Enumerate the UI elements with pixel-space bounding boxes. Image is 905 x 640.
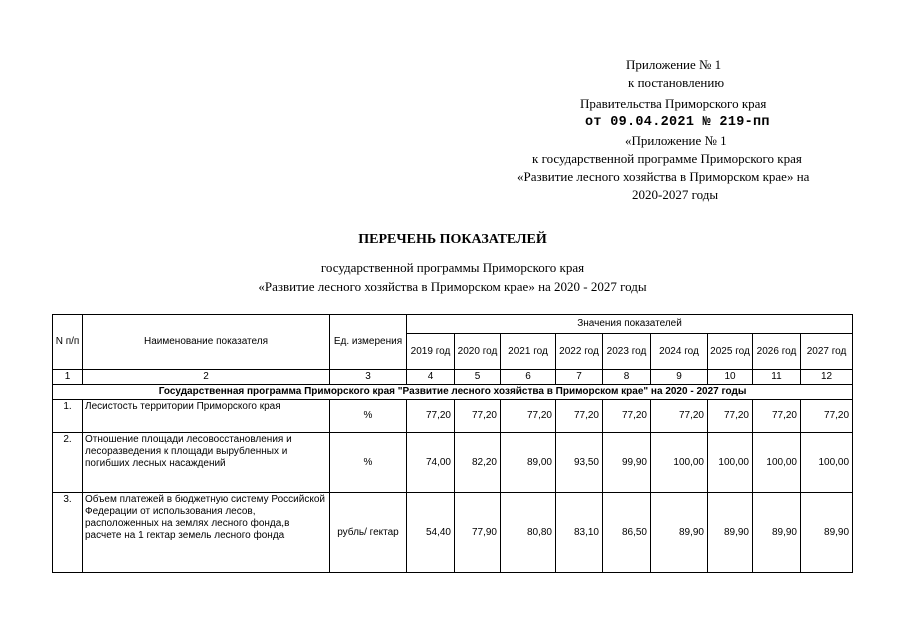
column-number: 1 [53,370,83,385]
row-number: 1. [53,400,83,433]
indicator-value: 77,20 [455,400,501,433]
column-number: 5 [455,370,501,385]
indicator-value: 77,20 [801,400,853,433]
indicator-value: 99,90 [603,433,651,493]
column-number: 10 [708,370,753,385]
indicator-value: 77,20 [407,400,455,433]
column-number: 11 [753,370,801,385]
indicators-table [52,314,853,573]
indicator-value: 100,00 [801,433,853,493]
indicator-value: 93,50 [556,433,603,493]
header-year: 2021 год [501,334,556,370]
indicator-value: 77,90 [455,493,501,573]
indicator-value: 89,90 [708,493,753,573]
header-year: 2027 год [801,334,853,370]
indicator-unit: % [330,433,407,493]
column-number: 3 [330,370,407,385]
indicator-value: 89,90 [753,493,801,573]
indicator-value: 77,20 [651,400,708,433]
column-number: 4 [407,370,455,385]
section-row [53,385,853,400]
appendix-line-1: Приложение № 1 [626,57,722,72]
header-year: 2023 год [603,334,651,370]
indicator-value: 89,90 [801,493,853,573]
indicator-value: 80,80 [501,493,556,573]
indicator-value: 83,10 [556,493,603,573]
document-subtitle-1: государственной программы Приморского края [320,260,585,275]
indicator-value: 100,00 [753,433,801,493]
column-number: 6 [501,370,556,385]
column-number: 8 [603,370,651,385]
indicator-value: 74,00 [407,433,455,493]
table-header-row-1 [53,315,853,334]
appendix-line-3: Правительства Приморского края [580,96,767,111]
indicator-value: 89,90 [651,493,708,573]
header-year: 2024 год [651,334,708,370]
indicator-value: 86,50 [603,493,651,573]
indicator-value: 77,20 [556,400,603,433]
column-number-row [53,370,853,385]
indicator-unit: % [330,400,407,433]
header-year: 2019 год [407,334,455,370]
column-number: 2 [83,370,330,385]
appendix-decree-number: от 09.04.2021 № 219-пп [585,115,770,130]
header-name: Наименование показателя [83,315,330,370]
indicator-value: 77,20 [708,400,753,433]
table-row [53,433,853,493]
column-number: 9 [651,370,708,385]
indicator-value: 77,20 [603,400,651,433]
header-year: 2020 год [455,334,501,370]
appendix-line-6: к государственной программе Приморского края [532,151,802,166]
header-values-group: Значения показателей [407,315,853,334]
appendix-line-8: 2020-2027 годы [632,187,719,202]
header-unit: Ед. измерения [330,315,407,370]
appendix-line-2: к постановлению [628,75,725,90]
header-year: 2026 год [753,334,801,370]
indicator-value: 89,00 [501,433,556,493]
row-number: 2. [53,433,83,493]
column-number: 12 [801,370,853,385]
row-number: 3. [53,493,83,573]
indicator-value: 100,00 [708,433,753,493]
indicator-unit: рубль/ гектар [330,493,407,573]
indicator-value: 100,00 [651,433,708,493]
appendix-line-5: «Приложение № 1 [625,133,727,148]
indicator-value: 54,40 [407,493,455,573]
column-number: 7 [556,370,603,385]
table-row [53,493,853,573]
document-title: ПЕРЕЧЕНЬ ПОКАЗАТЕЛЕЙ [358,232,547,247]
header-year: 2025 год [708,334,753,370]
table-row [53,400,853,433]
indicator-name: Отношение площади лесовосстановления и лесоразведения к площади вырубленных и погибших лесных насаждений [83,433,330,493]
indicator-value: 77,20 [753,400,801,433]
header-year: 2022 год [556,334,603,370]
appendix-line-7: «Развитие лесного хозяйства в Приморском крае» на [517,169,810,184]
indicator-value: 77,20 [501,400,556,433]
indicator-name: Лесистость территории Приморского края [83,400,330,433]
section-title: Государственная программа Приморского края "Развитие лесного хозяйства в Приморском крае" на 2020 - 2027 годы [53,385,853,400]
document-subtitle-2: «Развитие лесного хозяйства в Приморском крае» на 2020 - 2027 годы [258,279,647,294]
indicator-name: Объем платежей в бюджетную систему Российской Федерации от использования лесов, расположенных на землях лесного фонда,в расчете на 1 гектар земель лесного фонда [83,493,330,573]
indicator-value: 82,20 [455,433,501,493]
header-num: N п/п [53,315,83,370]
